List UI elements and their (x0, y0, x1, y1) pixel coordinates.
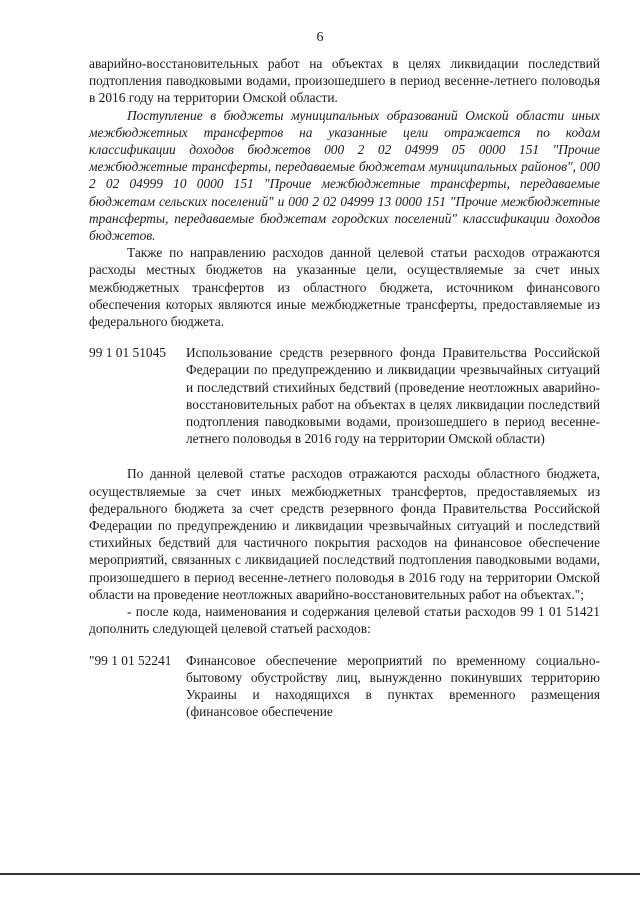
page-number: 6 (316, 30, 324, 45)
entry-code: "99 1 01 52241 (89, 652, 172, 668)
entry-description: Финансовое обеспечение мероприятий по временному социально-бытовому обустройству лиц, вынужденно покинувших территорию Украины и находящихся в пунктах временного размещения (финансовое обеспечение (186, 652, 600, 720)
paragraph-insert-instruction: - после кода, наименования и содержания целевой статьи расходов 99 1 01 51421 дополнить следующей целевой статьей расходов: (89, 604, 600, 637)
paragraph-revenue-codes: Поступление в бюджеты муниципальных образований Омской области иных межбюджетных трансфертов на указанные цели отражается по кодам классификации доходов бюджетов 000 2 02 04999 05 0000 151 "Прочие межбюджетные трансферты, передаваемые бюджетам муниципальных районов", 000 2 02 04999 10 0000 151 "Прочие межбюджетные трансферты, передаваемые бюджетам сельских поселений" и 000 2 02 04999 13 0000 151 "Прочие межбюджетные трансферты, передаваемые бюджетам городских поселений" классификации доходов бюджетов. (89, 107, 600, 244)
entry-code: 99 1 01 51045 (89, 345, 166, 361)
page-bottom-rule (0, 873, 640, 875)
paragraph-local-budgets: Также по направлению расходов данной целевой статьи расходов отражаются расходы местных бюджетов на указанные цели, осуществляемые за счет иных межбюджетных трансфертов из областного бюджета, источником финансового обеспечения которых являются иные межбюджетные трансферты, предоставляемые из федерального бюджета. (89, 245, 600, 330)
budget-entry-52241 (89, 652, 600, 721)
paragraph-continuation: аварийно-восстановительных работ на объектах в целях ликвидации последствий подтопления паводковыми водами, произошедшего в период весенне-летнего половодья в 2016 году на территории Омской области. (89, 56, 600, 106)
document-body (89, 55, 600, 720)
paragraph-regional-budget: По данной целевой статье расходов отражаются расходы областного бюджета, осуществляемые за счет иных межбюджетных трансфертов, предоставляемых из федерального бюджета за счет средств резервного фонда Правительства Российской Федерации по предупреждению и ликвидации чрезвычайных ситуаций и последствий стихийных бедствий для частичного покрытия расходов на финансовое обеспечение мероприятий, связанных с ликвидацией последствий подтопления паводковыми водами, произошедшего в период весенне-летнего половодья в 2016 году на территории Омской области на проведение неотложных аварийно-восстановительных работ на объектах."; (89, 466, 600, 602)
entry-description: Использование средств резервного фонда Правительства Российской Федерации по предупреждению и ликвидации чрезвычайных ситуаций и последствий стихийных бедствий (проведение неотложных аварийно-восстановительных работ на объектах в целях ликвидации последствий подтопления паводковыми водами, произошедшего в период весенне-летнего половодья в 2016 году на территории Омской области) (186, 345, 600, 447)
budget-entry-51045 (89, 344, 600, 447)
